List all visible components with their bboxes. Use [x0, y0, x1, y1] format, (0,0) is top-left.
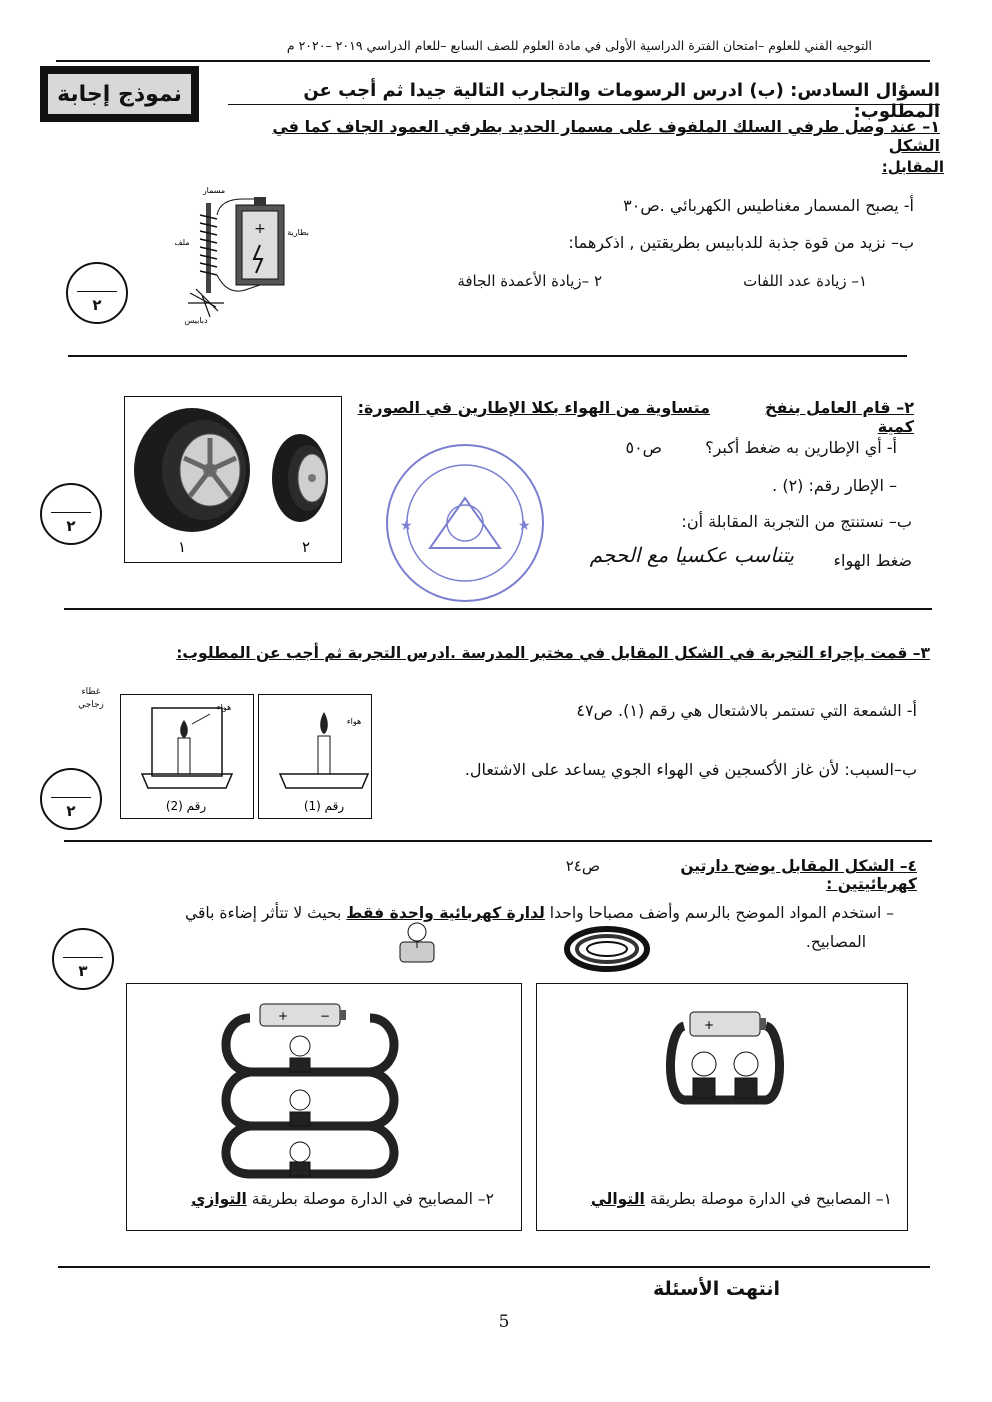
tire-1: [134, 408, 250, 532]
svg-text:+: +: [704, 1018, 715, 1032]
badge-label: نموذج إجابة: [57, 81, 182, 107]
svg-text:★: ★: [400, 518, 413, 534]
q1-way-2: ٢ –زيادة الأعمدة الجافة: [457, 272, 602, 290]
svg-text:★: ★: [518, 518, 531, 534]
tire-2-label: ٢: [301, 538, 311, 556]
q2-divider: [64, 608, 932, 610]
q4-stem: ٤– الشكل المقابل يوضح دارتين كهربائيتين :: [680, 857, 917, 893]
tires-figure: [130, 400, 335, 560]
label-nail: مسمار: [202, 186, 226, 195]
q3-score-circle: [40, 768, 102, 830]
q1-score: ٢: [92, 296, 102, 314]
answer-key-badge: [40, 66, 199, 122]
page-number: 5: [498, 1312, 510, 1332]
q2-score: ٢: [66, 517, 76, 535]
q3-answer-a: أ- الشمعة التي تستمر بالاشتعال هي رقم (١). ص٤٧: [576, 701, 917, 720]
caption-2-keyword: التوازي: [191, 1190, 247, 1208]
q4-task-d: المصابيح.: [805, 933, 866, 951]
q1-divider: [68, 355, 907, 357]
q4-task-a: – استخدم المواد الموضح بالرسم وأضف مصباحا واحدا: [549, 904, 894, 922]
wire-coil-icon: [564, 926, 650, 972]
q1-answer-a: أ- يصبح المسمار مغناطيس الكهربائي .ص٣٠: [623, 196, 914, 215]
label-fig-1: رقم (1): [303, 799, 345, 813]
end-of-questions: انتهت الأسئلة: [652, 1278, 780, 1300]
question-title: السؤال السادس: (ب) ادرس الرسومات والتجارب التالية جيدا ثم أجب عن المطلوب:: [303, 80, 940, 122]
caption-1-text: ١– المصابيح في الدارة موصلة بطريقة: [649, 1190, 892, 1208]
q2-page-ref: ص٥٠: [625, 438, 662, 457]
q1-way-1: ١– زيادة عدد اللفات: [743, 272, 867, 290]
q2-answer-a: – الإطار رقم: (٢) .: [772, 476, 897, 495]
q2-stem-a: ٢– قام العامل بنفخ كمية: [765, 398, 914, 436]
q4-task-b: لدارة كهربائية واحدة فقط: [346, 904, 545, 922]
q1-stem: ١– عند وصل طرفي السلك الملفوف على مسمار الحديد بطرفي العمود الجاف كما في الشكل: [272, 117, 940, 155]
caption-2-text: ٢– المصابيح في الدارة موصلة بطريقة: [251, 1190, 494, 1208]
label-battery: بطارية: [287, 228, 309, 237]
q3-divider: [64, 840, 932, 842]
q1-part-b: ب– نزيد من قوة جذبة للدبابيس بطريقتين , اذكرهما:: [568, 233, 914, 252]
tire-1-label: ١: [177, 538, 187, 556]
circuit-1-caption: [532, 1190, 892, 1208]
header-rule: [56, 60, 930, 62]
q4-divider: [58, 1266, 930, 1268]
q3-answer-b: ب–السبب: لأن غاز الأكسجين في الهواء الجوي يساعد على الاشتعال.: [464, 760, 917, 779]
label-air-1: هواء: [346, 717, 362, 726]
svg-text:+: +: [278, 1009, 289, 1023]
candle-2: [142, 708, 232, 788]
q1-stem-cont: المقابل:: [881, 158, 944, 176]
series-circuit-figure: [660, 1000, 790, 1110]
electromagnet-figure: [168, 185, 318, 325]
page-header: التوجيه الفني للعلوم –امتحان الفترة الدراسية الأولى في مادة العلوم للصف السابع –للعام الدراسي ٢٠١٩ –٢٠٢٠ م: [286, 38, 872, 53]
label-glass-cover: غطاء زجاجي: [78, 687, 104, 710]
q2-stem-b: متساوية من الهواء بكلا الإطارين في الصورة:: [357, 398, 710, 417]
q4-page-ref: ص٢٤: [565, 857, 600, 875]
q2-part-b: ب– نستنتج من التجربة المقابلة أن:: [681, 512, 912, 531]
pins-shape: [188, 289, 224, 317]
q2-answer-handwritten: يتناسب عكسيا مع الحجم: [589, 543, 794, 567]
q4-task: [74, 896, 894, 930]
q3-score: ٢: [66, 802, 76, 820]
candles-figure: [120, 694, 370, 817]
label-fig-2: رقم (2): [165, 799, 207, 813]
svg-text:+: +: [254, 221, 266, 237]
tire-2: [272, 434, 328, 522]
label-coil: ملف: [174, 238, 190, 247]
q3-stem: ٣– قمت بإجراء التجربة في الشكل المقابل في مختبر المدرسة .ادرس التجربة ثم أجب عن المطلوب:: [176, 644, 930, 662]
circuit-2-caption: [134, 1190, 494, 1208]
caption-1-keyword: التوالي: [590, 1190, 645, 1208]
q4-score: ٣: [78, 962, 88, 980]
q2-score-circle: [40, 483, 102, 545]
title-underline: [228, 104, 940, 105]
parallel-circuit-figure: [220, 998, 400, 1180]
ministry-stamp: [380, 438, 550, 608]
q4-score-circle: [52, 928, 114, 990]
svg-text:−: −: [320, 1009, 331, 1023]
label-air-2: هواء: [216, 703, 232, 712]
lamp-holder-icon: [392, 918, 442, 968]
label-pins: دبابيس: [184, 316, 208, 325]
q2-part-a: أ- أي الإطارين به ضغط أكبر؟: [705, 438, 897, 457]
q4-task-c: بحيث لا تتأثر إضاءة باقي: [185, 904, 342, 922]
q1-score-circle: [66, 262, 128, 324]
q2-answer-printed: ضغط الهواء: [833, 551, 912, 570]
